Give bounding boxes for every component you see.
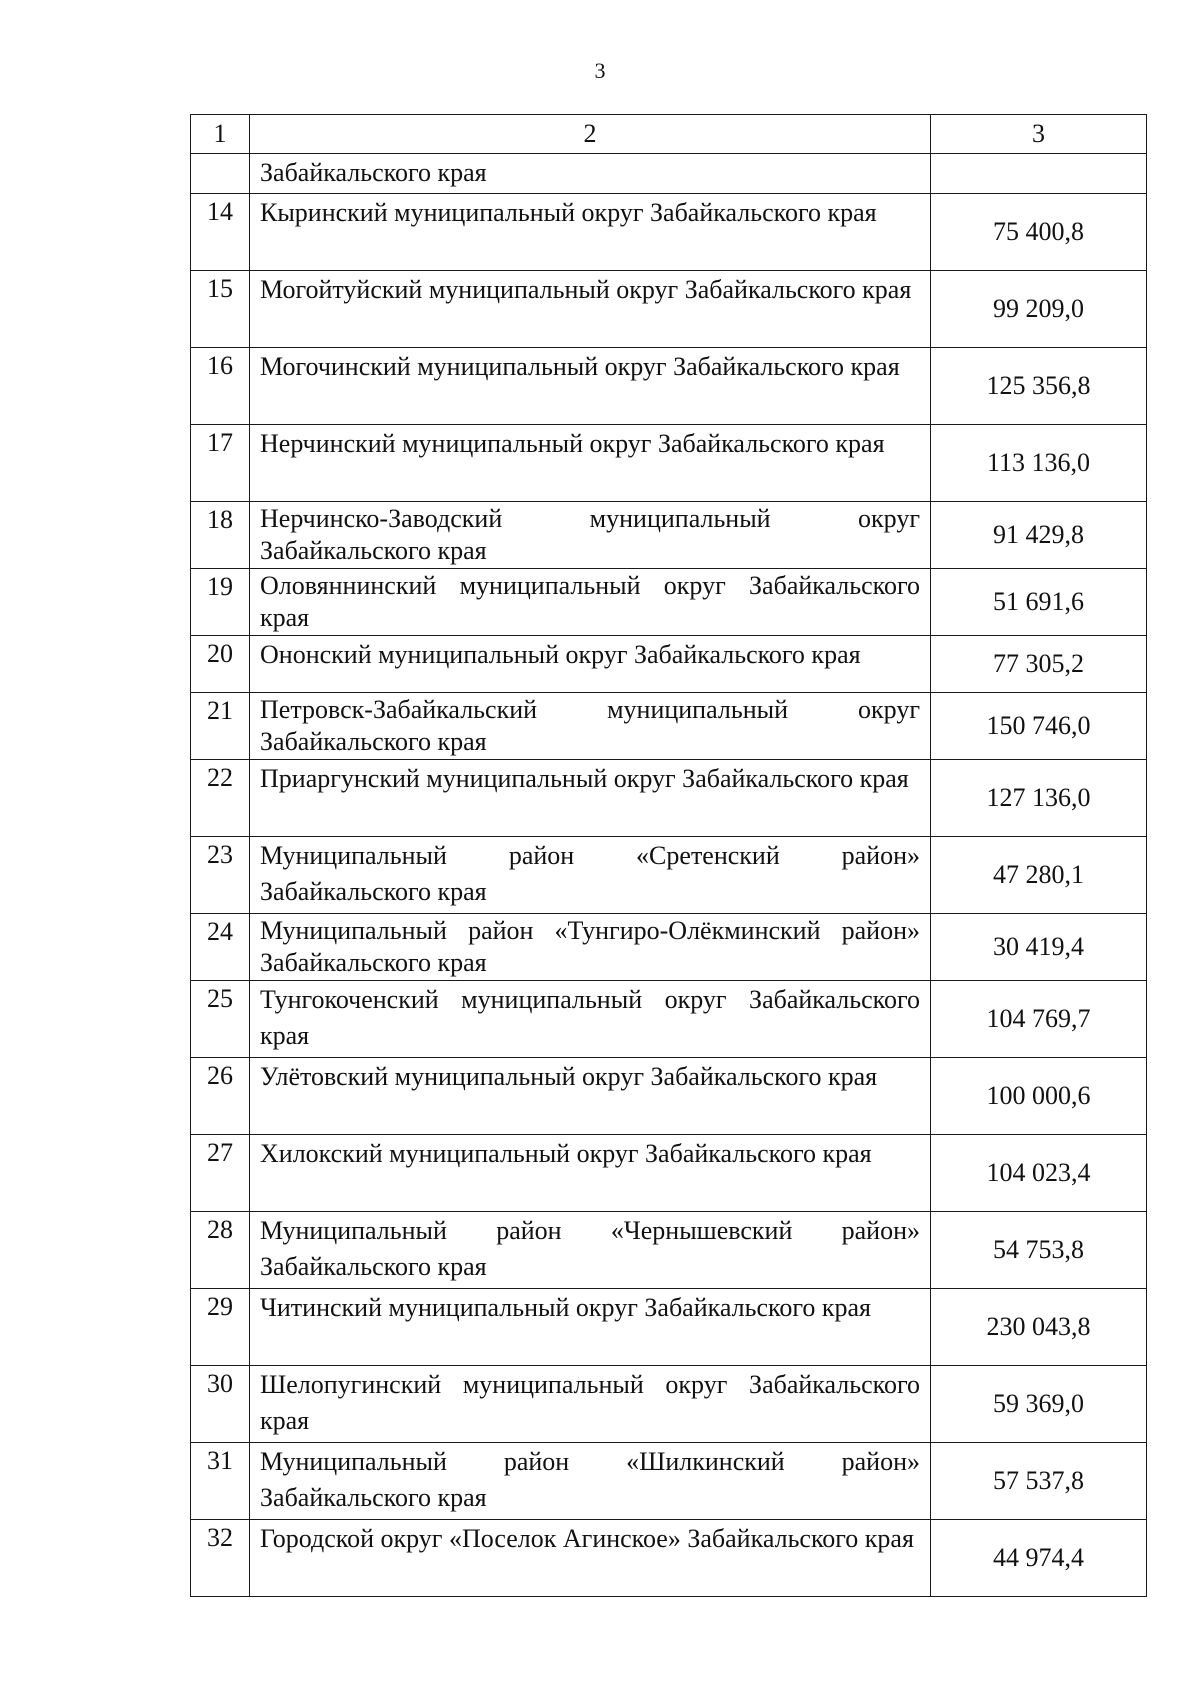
table-row xyxy=(191,194,1147,271)
row-number: 20 xyxy=(191,636,250,693)
row-number: 14 xyxy=(191,194,250,271)
table-row xyxy=(191,1443,1147,1520)
table-row xyxy=(191,271,1147,348)
amount-value: 54 753,8 xyxy=(931,1212,1147,1289)
municipality-name: Улётовский муниципальный округ Забайкальского края xyxy=(250,1058,931,1135)
amount-value: 230 043,8 xyxy=(931,1289,1147,1366)
column-header-1: 1 xyxy=(191,115,250,154)
municipality-name: Приаргунский муниципальный округ Забайкальского края xyxy=(250,760,931,837)
row-number: 24 xyxy=(191,914,250,981)
amount-value: 44 974,4 xyxy=(931,1520,1147,1597)
row-number: 17 xyxy=(191,425,250,502)
municipality-name: Муниципальный район «Чернышевский район» Забайкальского края xyxy=(250,1212,931,1289)
amount-value: 150 746,0 xyxy=(931,693,1147,760)
municipality-name: Муниципальный район «Тунгиро-Олёкминский район» Забайкальского края xyxy=(250,914,931,981)
table-header-row xyxy=(191,115,1147,154)
table-row xyxy=(191,348,1147,425)
table-row xyxy=(191,1212,1147,1289)
table-row xyxy=(191,693,1147,760)
municipality-name: Кыринский муниципальный округ Забайкальского края xyxy=(250,194,931,271)
row-number: 27 xyxy=(191,1135,250,1212)
municipality-name: Оловяннинский муниципальный округ Забайкальского края xyxy=(250,569,931,636)
page-number: 3 xyxy=(594,58,606,83)
allocation-table xyxy=(190,114,1147,1597)
column-header-3: 3 xyxy=(931,115,1147,154)
municipality-name: Тунгокоченский муниципальный округ Забайкальского края xyxy=(250,981,931,1058)
continuation-row xyxy=(191,154,1147,194)
row-number: 30 xyxy=(191,1366,250,1443)
amount-value: 125 356,8 xyxy=(931,348,1147,425)
table-row xyxy=(191,837,1147,914)
row-number: 16 xyxy=(191,348,250,425)
municipality-name: Хилокский муниципальный округ Забайкальского края xyxy=(250,1135,931,1212)
table-row xyxy=(191,1058,1147,1135)
row-number: 26 xyxy=(191,1058,250,1135)
table-row xyxy=(191,1366,1147,1443)
row-number: 15 xyxy=(191,271,250,348)
amount-value: 113 136,0 xyxy=(931,425,1147,502)
table-row xyxy=(191,636,1147,693)
municipality-name: Ононский муниципальный округ Забайкальского края xyxy=(250,636,931,693)
row-number: 28 xyxy=(191,1212,250,1289)
row-number: 22 xyxy=(191,760,250,837)
amount-value: 99 209,0 xyxy=(931,271,1147,348)
row-number: 19 xyxy=(191,569,250,636)
municipality-name: Читинский муниципальный округ Забайкальского края xyxy=(250,1289,931,1366)
municipality-name: Забайкальского края xyxy=(250,154,931,194)
table-row xyxy=(191,425,1147,502)
row-number: 18 xyxy=(191,502,250,569)
row-number: 25 xyxy=(191,981,250,1058)
table-row xyxy=(191,1289,1147,1366)
amount-value: 51 691,6 xyxy=(931,569,1147,636)
row-number: 32 xyxy=(191,1520,250,1597)
table-row xyxy=(191,981,1147,1058)
amount-value: 47 280,1 xyxy=(931,837,1147,914)
municipality-name: Городской округ «Поселок Агинское» Забайкальского края xyxy=(250,1520,931,1597)
row-number: 23 xyxy=(191,837,250,914)
table-row xyxy=(191,502,1147,569)
municipality-name: Могойтуйский муниципальный округ Забайкальского края xyxy=(250,271,931,348)
amount-value: 91 429,8 xyxy=(931,502,1147,569)
amount-value: 100 000,6 xyxy=(931,1058,1147,1135)
municipality-name: Нерчинско-Заводский муниципальный округ Забайкальского края xyxy=(250,502,931,569)
row-number: 31 xyxy=(191,1443,250,1520)
row-number xyxy=(191,154,250,194)
municipality-name: Петровск-Забайкальский муниципальный округ Забайкальского края xyxy=(250,693,931,760)
municipality-name: Могочинский муниципальный округ Забайкальского края xyxy=(250,348,931,425)
amount-value: 104 769,7 xyxy=(931,981,1147,1058)
table-row xyxy=(191,1520,1147,1597)
column-header-2: 2 xyxy=(250,115,931,154)
amount-value: 104 023,4 xyxy=(931,1135,1147,1212)
municipality-name: Нерчинский муниципальный округ Забайкальского края xyxy=(250,425,931,502)
table-row xyxy=(191,569,1147,636)
row-number: 21 xyxy=(191,693,250,760)
amount-value: 30 419,4 xyxy=(931,914,1147,981)
amount-value: 75 400,8 xyxy=(931,194,1147,271)
municipality-name: Муниципальный район «Шилкинский район» Забайкальского края xyxy=(250,1443,931,1520)
amount-value: 59 369,0 xyxy=(931,1366,1147,1443)
table-row xyxy=(191,760,1147,837)
amount-value: 77 305,2 xyxy=(931,636,1147,693)
amount-value xyxy=(931,154,1147,194)
row-number: 29 xyxy=(191,1289,250,1366)
municipality-name: Муниципальный район «Сретенский район» Забайкальского края xyxy=(250,837,931,914)
amount-value: 57 537,8 xyxy=(931,1443,1147,1520)
municipality-name: Шелопугинский муниципальный округ Забайкальского края xyxy=(250,1366,931,1443)
table-row xyxy=(191,914,1147,981)
table-row xyxy=(191,1135,1147,1212)
amount-value: 127 136,0 xyxy=(931,760,1147,837)
